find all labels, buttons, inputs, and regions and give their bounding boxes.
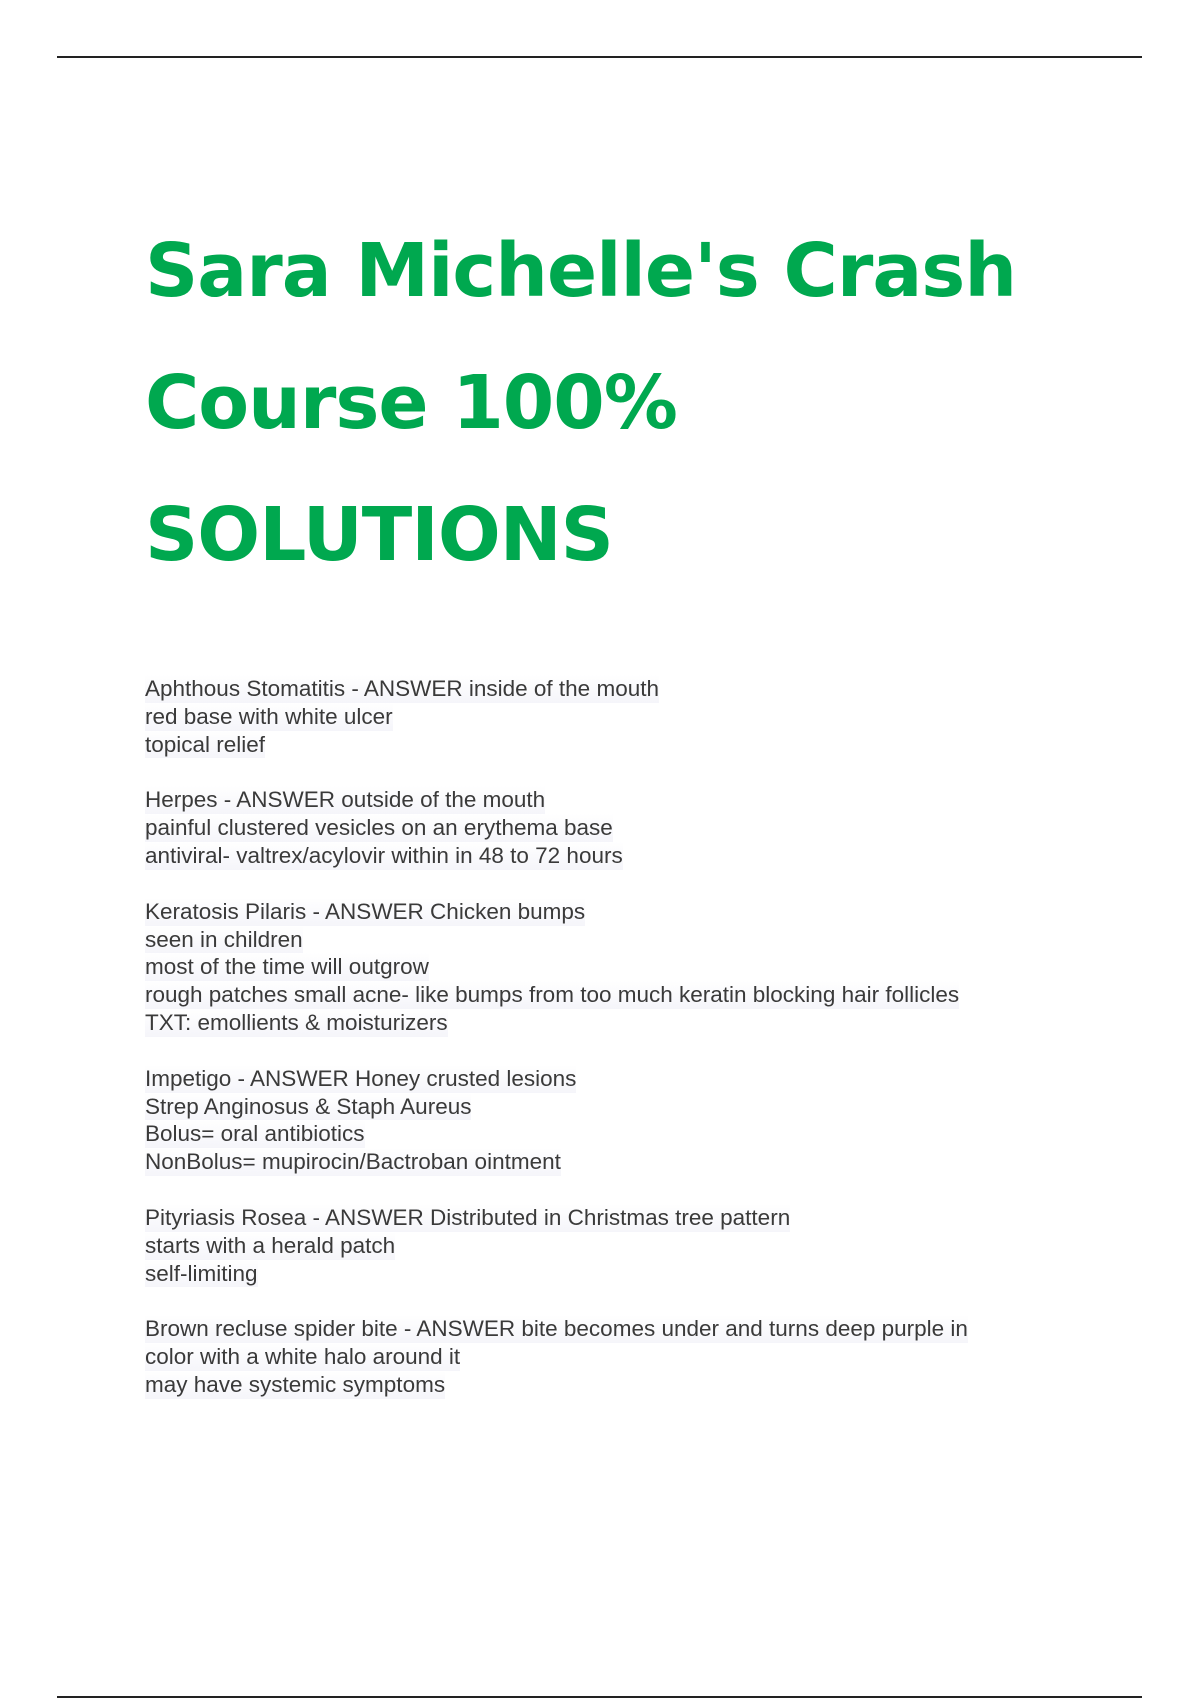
qa-answer-line: painful clustered vesicles on an erythema base [145,815,613,841]
qa-answer-line: color with a white halo around it [145,1344,461,1370]
qa-answer-line: may have systemic symptoms [145,1371,446,1397]
qa-question-line: Keratosis Pilaris - ANSWER Chicken bumps [145,898,586,924]
qa-answer-line: Bolus= oral antibiotics [145,1121,365,1147]
qa-answer-line: NonBolus= mupirocin/Bactroban ointment [145,1149,561,1175]
qa-question-line: Herpes - ANSWER outside of the mouth [145,787,546,813]
qa-answer-line: red base with white ulcer [145,703,393,729]
qa-entry-keratosis-pilaris [145,898,1145,1037]
qa-answer-line: rough patches small acne- like bumps from too much keratin blocking hair follicles [145,982,960,1008]
qa-entry-herpes [145,786,1145,869]
title-line: SOLUTIONS [145,492,613,578]
qa-question-line: Impetigo - ANSWER Honey crusted lesions [145,1065,577,1091]
title-line: Course 100% [145,360,677,446]
qa-answer-line: most of the time will outgrow [145,954,429,980]
qa-answer-line: topical relief [145,731,266,757]
header-rule [57,56,1142,58]
qa-entry-impetigo [145,1065,1145,1176]
qa-entry-brown-recluse-spider-bite [145,1315,1145,1398]
qa-answer-line: self-limiting [145,1260,258,1286]
qa-answer-line: antiviral- valtrex/acylovir within in 48 to 72 hours [145,842,623,868]
qa-question-line: Brown recluse spider bite - ANSWER bite becomes under and turns deep purple in [145,1316,968,1342]
document-title [145,205,1145,601]
qa-entry-aphthous-stomatitis [145,675,1145,758]
footer-rule [57,1696,1142,1698]
qa-question-line: Aphthous Stomatitis - ANSWER inside of the mouth [145,676,659,701]
qa-answer-line: TXT: emollients & moisturizers [145,1009,448,1035]
qa-answer-line: seen in children [145,926,303,952]
qa-entry-pityriasis-rosea [145,1204,1145,1287]
qa-answer-line: Strep Anginosus & Staph Aureus [145,1093,472,1119]
qa-question-line: Pityriasis Rosea - ANSWER Distributed in Christmas tree pattern [145,1204,791,1230]
qa-answer-line: starts with a herald patch [145,1232,396,1258]
qa-list [145,675,1145,1427]
title-line: Sara Michelle's Crash [145,228,1017,314]
